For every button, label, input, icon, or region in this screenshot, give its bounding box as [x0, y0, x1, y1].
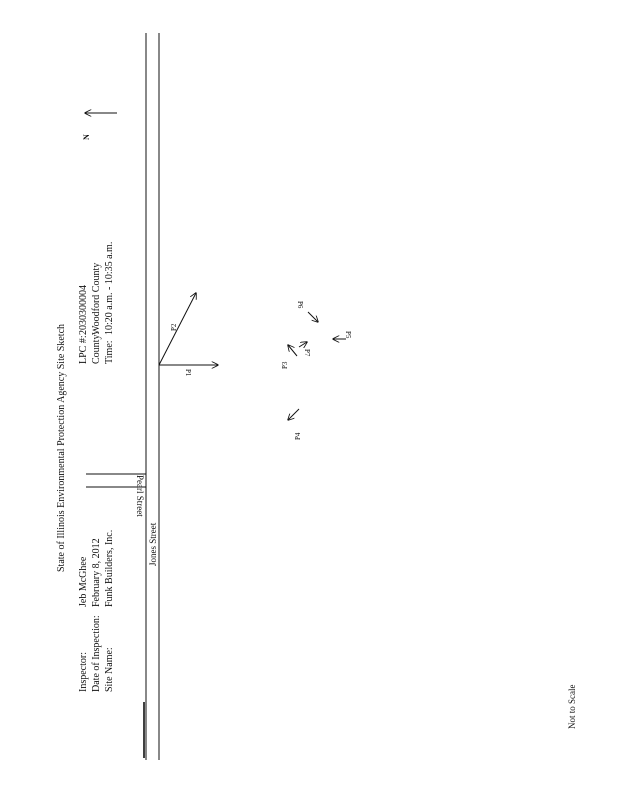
photo-p4-label: P4 — [294, 432, 302, 440]
time-value: 10:20 a.m. - 10:35 a.m. — [104, 241, 115, 335]
header-block — [56, 242, 115, 692]
jones-street — [144, 33, 159, 760]
photo-p2-label: P2 — [170, 323, 178, 331]
photo-arrows — [159, 293, 352, 440]
inspector-value: Jeb McGhee — [78, 556, 89, 607]
photo-p4-arrow-icon — [288, 409, 299, 420]
inspector-label: Inspector: — [78, 652, 89, 692]
page-title: State of Illinois Environmental Protection Agency Site Sketch — [56, 323, 67, 572]
lpc-label: LPC #: — [78, 335, 89, 364]
county-label: County: — [91, 331, 102, 364]
photo-p3 — [281, 345, 297, 369]
pearl-street — [86, 474, 146, 517]
photo-p6-label: P6 — [296, 301, 304, 309]
lpc-value: 2030300004 — [78, 285, 89, 335]
time-label: Time: — [104, 340, 115, 364]
inspection-info-left — [78, 530, 115, 692]
north-label: N — [82, 134, 91, 140]
site-name-value: Funk Builders, Inc. — [104, 529, 115, 607]
jones-street-label: Jones Street — [148, 522, 158, 566]
photo-p4 — [288, 409, 302, 440]
photo-p3-label: P3 — [281, 361, 289, 369]
photo-p3-arrow-icon — [288, 345, 297, 356]
county-value: Woodford County — [91, 262, 102, 335]
inspection-info-right — [78, 242, 115, 364]
north-arrow — [82, 113, 117, 140]
scale-note: Not to Scale — [567, 684, 577, 729]
date-label: Date of Inspection: — [91, 615, 102, 692]
pearl-street-label: Pearl Street — [135, 475, 145, 517]
photo-p1 — [159, 365, 218, 377]
photo-p7 — [299, 342, 311, 357]
photo-p2 — [159, 293, 196, 365]
photo-p7-label: P7 — [303, 349, 311, 357]
photo-p7-arrow-icon — [299, 342, 307, 347]
photo-p5 — [333, 331, 352, 339]
date-value: February 8, 2012 — [91, 538, 102, 607]
photo-p5-label: P5 — [344, 331, 352, 339]
photo-p6 — [296, 301, 318, 322]
site-name-label: Site Name: — [104, 647, 115, 692]
photo-p1-label: P1 — [184, 369, 192, 377]
photo-p6-arrow-icon — [308, 312, 318, 322]
